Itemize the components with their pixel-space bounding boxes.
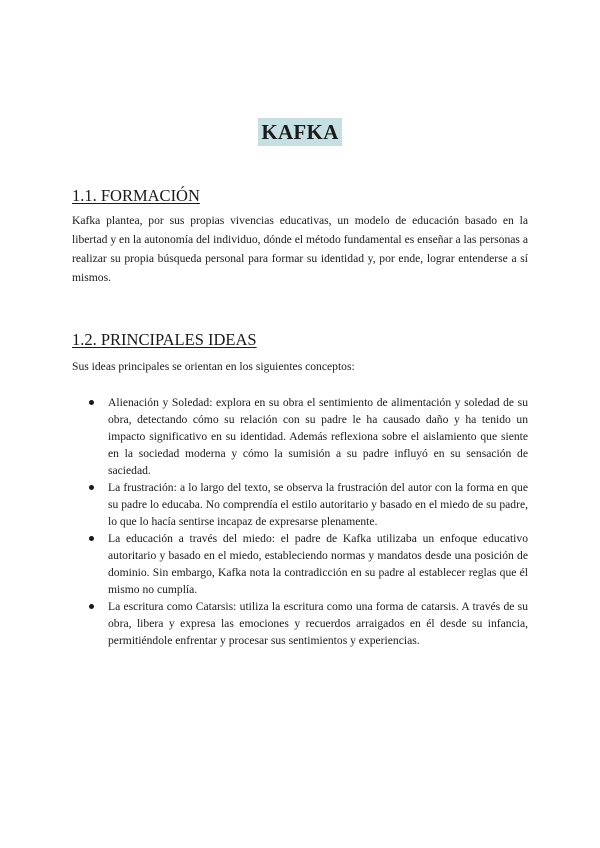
section-heading-formacion: 1.1. FORMACIÓN — [72, 186, 200, 205]
section-intro: Sus ideas principales se orientan en los siguientes conceptos: — [72, 360, 355, 373]
list-item-text: La educación a través del miedo: el padre de Kafka utilizaba un enfoque educativo autoritario y basado en el miedo, estableciendo normas y mandatos desde una posición de dominio. Sin embargo, Kafka nota la contradicción en su padre al establecer reglas que él mismo no cumplía. — [108, 532, 528, 596]
bullet-icon — [89, 400, 94, 405]
bullet-icon — [89, 604, 94, 609]
list-item-text: Alienación y Soledad: explora en su obra el sentimiento de alimentación y soledad de su obra, detectando cómo su relación con su padre le ha causado daño y ha tenido un impacto significativo en su identidad. Además reflexiona sobre el aislamiento que siente en la sociedad moderna y cómo la sumisión a su padre influyó en su sensación de saciedad. — [108, 396, 528, 477]
ideas-list — [72, 394, 528, 649]
section-heading-principales-ideas: 1.2. PRINCIPALES IDEAS — [72, 330, 257, 349]
list-item-text: La escritura como Catarsis: utiliza la escritura como una forma de catarsis. A través de su obra, libera y expresa las emociones y recuerdos arraigados en él desde su infancia, permitiéndole enfrentar y procesar sus sentimientos y experiencias. — [108, 600, 528, 647]
list-item — [72, 530, 528, 598]
section-principales-ideas — [72, 330, 528, 649]
bullet-icon — [89, 536, 94, 541]
title-container — [0, 118, 600, 146]
section-paragraph-formacion: Kafka plantea, por sus propias vivencias educativas, un modelo de educación basado en la libertad y en la autonomía del individuo, dónde el método fundamental es enseñar a las personas a realizar su propia búsqueda personal para formar su identidad y, por ende, lograr entenderse a sí mismos. — [72, 214, 528, 284]
bullet-icon — [89, 485, 94, 490]
list-item — [72, 479, 528, 530]
document-title: KAFKA — [258, 118, 341, 146]
list-item — [72, 598, 528, 649]
section-formacion — [72, 186, 528, 287]
list-item — [72, 394, 528, 479]
list-item-text: La frustración: a lo largo del texto, se observa la frustración del autor con la forma en que su padre lo educaba. No comprendía el estilo autoritario y basado en el miedo de su padre, lo que lo hacía sentirse incapaz de expresarse plenamente. — [108, 481, 528, 528]
